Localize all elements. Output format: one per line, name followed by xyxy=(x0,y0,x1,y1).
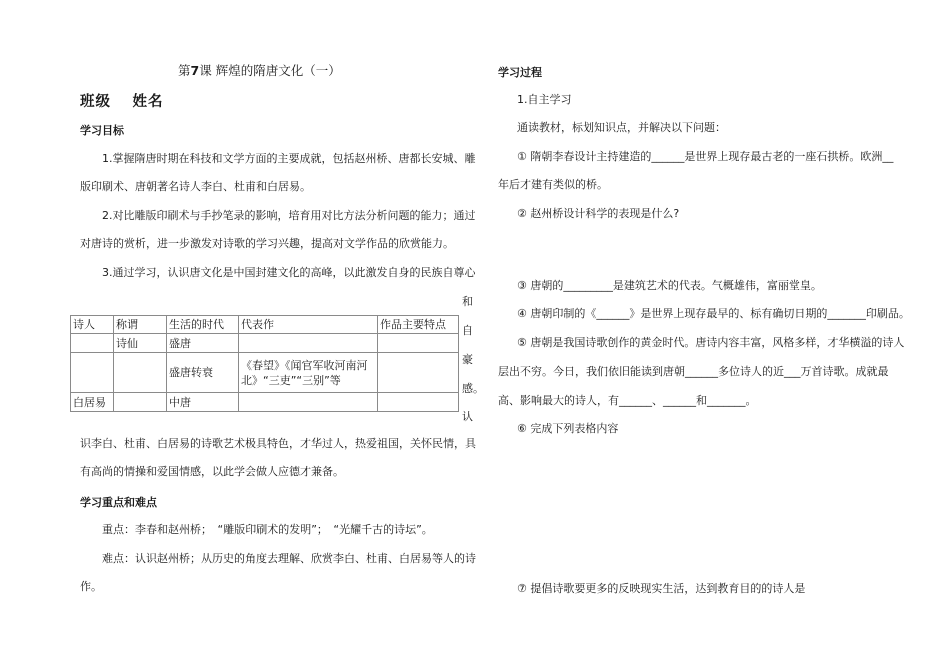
vertical-char-2: 自 xyxy=(462,324,473,337)
table-header-cell: 称谓 xyxy=(114,316,167,334)
goal2-line1: 2.对比雕版印刷术与手抄笔录的影响，培育用对比方法分析问题的能力；通过 xyxy=(102,209,476,222)
vertical-char-3: 豪 xyxy=(462,353,473,366)
works-line-1: 《春望》《闻官军收河南河 xyxy=(241,358,368,372)
goals-heading: 学习目标 xyxy=(80,124,124,137)
table-row xyxy=(71,334,459,353)
table-cell-works xyxy=(239,353,378,393)
difficulty-line2: 作。 xyxy=(80,580,102,593)
question-1-line1: ① 隋朝李春设计主持建造的______是世界上现存最古老的一座石拱桥。欧洲__ xyxy=(517,150,894,163)
question-2: ② 赵州桥设计科学的表现是什么? xyxy=(517,207,680,220)
question-3: ③ 唐朝的_________是建筑艺术的代表。气概雄伟，富丽堂皇。 xyxy=(517,279,822,292)
goal1-line2: 版印刷术、唐朝著名诗人李白、杜甫和白居易。 xyxy=(80,180,311,193)
works-line-2: 北》“三吏”“三别”等 xyxy=(241,373,341,387)
table-header-cell: 代表作 xyxy=(239,316,378,334)
table-cell xyxy=(378,334,459,353)
table-cell xyxy=(378,353,459,393)
table-cell xyxy=(114,353,167,393)
goal1-line1: 1.掌握隋唐时期在科技和文学方面的主要成就，包括赵州桥、唐都长安城、雕 xyxy=(102,152,476,165)
goal2-line2: 对唐诗的赏析，进一步激发对诗歌的学习兴趣，提高对文学作品的欣赏能力。 xyxy=(80,237,454,250)
question-4: ④ 唐朝印制的《______》是世界上现存最早的、标有确切日期的_______印刷品。 xyxy=(517,307,910,320)
goal3-line1: 3.通过学习，认识唐文化是中国封建文化的高峰，以此激发自身的民族自尊心 xyxy=(102,266,476,279)
instruction-text: 通读教材，标划知识点，并解决以下问题： xyxy=(517,121,726,134)
table-cell: 白居易 xyxy=(71,393,114,412)
vertical-char-1: 和 xyxy=(462,295,473,308)
table-header-cell: 生活的时代 xyxy=(167,316,239,334)
question-5-line2: 层出不穷。今日，我们依旧能读到唐朝______多位诗人的近___万首诗歌。成就最 xyxy=(498,365,889,378)
table-cell: 盛唐 xyxy=(167,334,239,353)
question-7: ⑦ 提倡诗歌要更多的反映现实生活，达到教育目的的诗人是 xyxy=(517,582,806,595)
table-cell: 诗仙 xyxy=(114,334,167,353)
question-6: ⑥ 完成下列表格内容 xyxy=(517,422,619,435)
table-header-row xyxy=(71,316,459,334)
question-1-line2: 年后才建有类似的桥。 xyxy=(498,178,608,191)
table-cell xyxy=(114,393,167,412)
key-heading: 学习重点和难点 xyxy=(80,496,157,509)
vertical-char-4: 感。 xyxy=(462,382,484,395)
question-5-line1: ⑤ 唐朝是我国诗歌创作的黄金时代。唐诗内容丰富，风格多样，才华横溢的诗人 xyxy=(517,336,905,349)
table-cell xyxy=(378,393,459,412)
table-header-cell: 作品主要特点 xyxy=(378,316,459,334)
page-title: 第7课 辉煌的隋唐文化（一） xyxy=(178,63,341,78)
self-study-label: 1.自主学习 xyxy=(517,93,572,106)
table-row xyxy=(71,393,459,412)
table-row xyxy=(71,353,459,393)
vertical-char-5: 认 xyxy=(462,410,473,423)
table-cell xyxy=(71,353,114,393)
process-heading: 学习过程 xyxy=(498,66,542,79)
class-name-line: 班级 姓名 xyxy=(80,94,164,110)
table-cell xyxy=(239,393,378,412)
table-cell: 盛唐转衰 xyxy=(167,353,239,393)
question-5-line3: 高、影响最大的诗人，有______、______和_______。 xyxy=(498,394,757,407)
after-table-line1: 识李白、杜甫、白居易的诗歌艺术极具特色，才华过人，热爱祖国，关怀民情，具 xyxy=(80,437,476,450)
table-cell xyxy=(71,334,114,353)
difficulty-line1: 难点：认识赵州桥；从历史的角度去理解、欣赏李白、杜甫、白居易等人的诗 xyxy=(102,552,476,565)
after-table-line2: 有高尚的情操和爱国情感，以此学会做人应德才兼备。 xyxy=(80,465,344,478)
poets-table xyxy=(70,315,459,412)
table-cell xyxy=(239,334,378,353)
table-header-cell: 诗人 xyxy=(71,316,114,334)
key-points: 重点：李春和赵州桥； “雕版印刷术的发明”； “光耀千古的诗坛”。 xyxy=(102,523,433,536)
table-cell: 中唐 xyxy=(167,393,239,412)
